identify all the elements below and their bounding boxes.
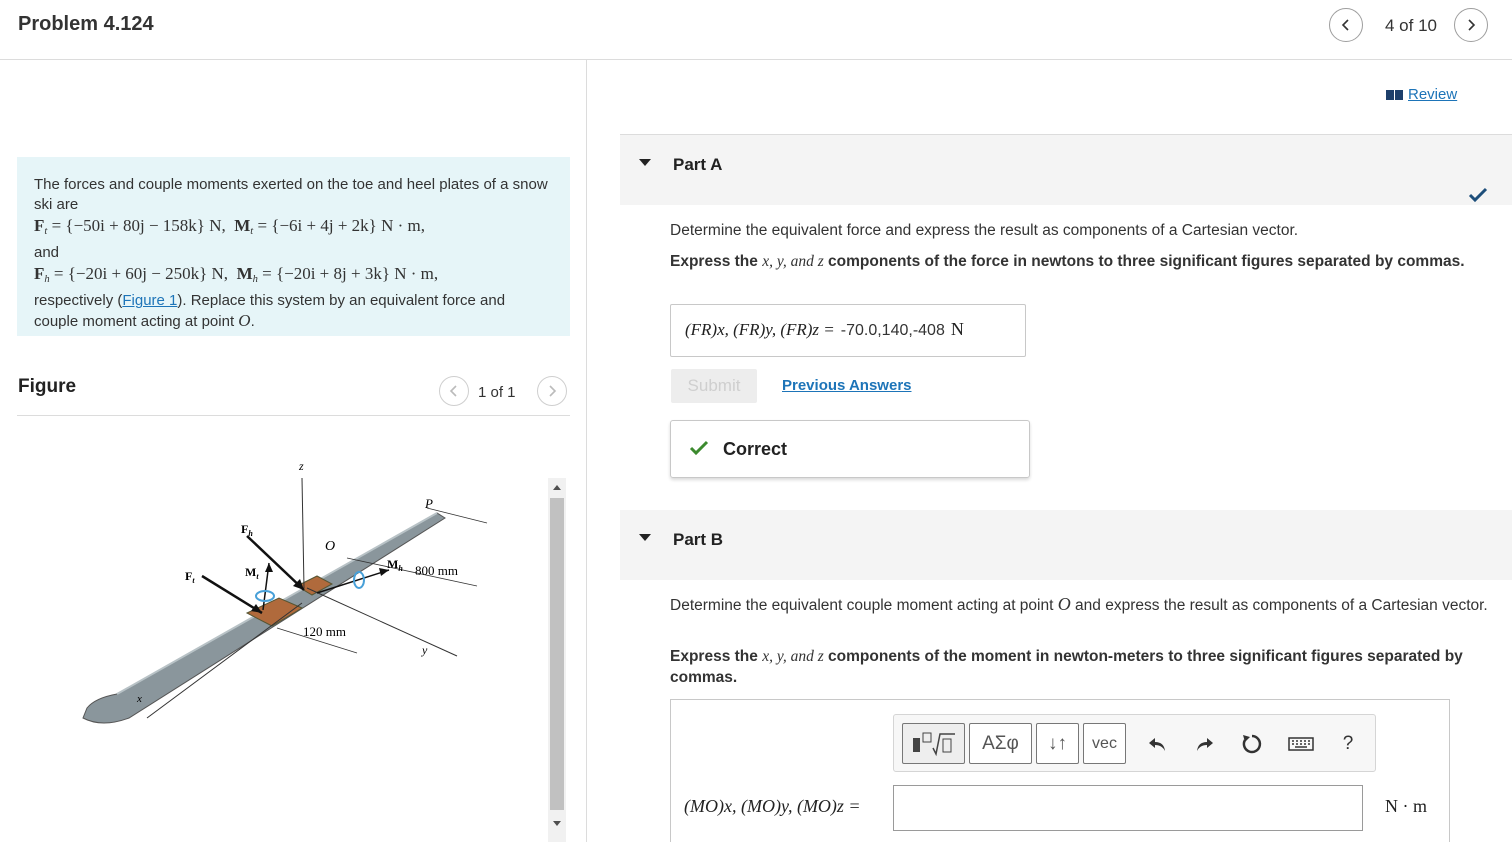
part-a-answer-value: -70.0,140,-408 [840,322,945,339]
point-o: O [238,311,251,331]
problem-statement-column [0,60,586,842]
label-x: x [137,693,142,705]
scroll-thumb[interactable] [550,498,564,810]
mh-symbol: M [236,264,253,284]
part-b-header[interactable] [620,510,1512,580]
figure-1-link[interactable]: Figure 1 [122,292,178,310]
period: . [250,313,255,331]
label-y: y [422,643,428,657]
label-800mm: 800 mm [415,563,458,578]
book-icon [1386,89,1404,101]
figure-previous-button[interactable] [439,376,469,406]
ft-sub: t [44,226,48,238]
keyboard-icon[interactable] [1287,732,1315,756]
respectively-pre: respectively ( [34,292,123,310]
vector-button[interactable]: vec [1083,723,1126,764]
figure-divider [17,415,570,416]
problem-counter: 4 of 10 [1385,16,1437,35]
mt-symbol: M [234,216,251,235]
part-a-format-instruction: Express the x, y, and z components of the force in newtons to three significant figures separated by commas. [670,253,1465,270]
part-b-title: Part B [673,530,724,549]
review-label: Review [1408,86,1458,103]
greek-symbols-button[interactable]: ΑΣφ [969,723,1032,764]
review-link[interactable] [1386,86,1457,103]
label-o: O [325,539,336,554]
intro-and: and [34,244,60,262]
chevron-right-icon [1464,18,1478,32]
reset-icon[interactable] [1240,732,1264,756]
intro-respectively [34,291,553,332]
ft-symbol: F [34,216,45,235]
templates-icon [909,730,959,758]
fh-value: = {−20i + 60j − 250k} N, [49,264,229,284]
mh-sub: h [252,274,258,286]
caret-down-icon [639,534,651,541]
label-p: P [425,496,433,511]
fh-symbol: F [34,264,45,284]
figure-next-button[interactable] [537,376,567,406]
chevron-right-icon [545,384,559,398]
part-a-title: Part A [673,155,723,174]
part-b-format-instruction: Express the x, y, and z components of the moment in newton-meters to three significant figures separated by commas. [670,648,1463,686]
figure-counter: 1 of 1 [478,384,516,401]
correct-label: Correct [723,439,788,459]
submit-button[interactable]: Submit [671,369,757,403]
undo-icon[interactable] [1145,732,1169,756]
label-z: z [299,459,304,473]
help-icon[interactable]: ? [1342,733,1354,754]
ski-figure [17,418,547,782]
label-mt: $M_t$ [245,565,259,581]
part-a-answer-label: (FR)x, (FR)y, (FR)z = [685,320,835,339]
figure-scrollbar[interactable] [548,478,566,842]
chevron-left-icon [1339,18,1353,32]
templates-button[interactable] [902,723,965,764]
math-toolbar [893,714,1376,772]
column-divider [586,60,587,842]
mh-value: = {−20i + 8j + 3k} N · m, [257,264,439,284]
redo-icon[interactable] [1193,732,1217,756]
fh-sub: h [44,274,50,286]
figure-heading: Figure [18,376,77,397]
part-b-answer-box [670,699,1450,842]
next-problem-button[interactable] [1454,8,1488,42]
part-b-answer-input[interactable] [893,785,1363,831]
scroll-up-arrow[interactable] [553,485,561,490]
mt-sub: t [250,226,254,238]
problem-title: Problem 4.124 [18,13,154,35]
check-icon [689,440,709,456]
scroll-down-arrow[interactable] [553,821,561,826]
part-b-answer-unit: N · m [1385,796,1427,816]
correct-feedback [670,420,1030,478]
mt-value: = {−6i + 4j + 2k} N · m, [253,216,425,235]
intro-toe-equations [34,215,553,243]
part-b-answer-label: (MO)x, (MO)y, (MO)z = [684,796,861,816]
ski-diagram [17,418,547,782]
intro-line1: The forces and couple moments exerted on the toe and heel plates of a snow ski are [34,176,548,213]
check-icon [1468,187,1488,203]
problem-intro [17,157,570,336]
label-120mm: 120 mm [303,624,346,639]
part-a-instruction: Determine the equivalent force and express the result as components of a Cartesian vector. [670,222,1299,239]
label-ft: $F_t$ [185,569,195,585]
chevron-left-icon [447,384,461,398]
part-a-header[interactable] [620,135,1512,205]
previous-problem-button[interactable] [1329,8,1363,42]
part-b-instruction: Determine the equivalent couple moment acting at point O and express the result as components of a Cartesian vector. [670,594,1488,614]
intro-heel-equations [34,263,553,291]
respectively-post: ). Replace this system by an equivalent force and couple moment acting at point [34,292,506,331]
part-a-answer-box [670,304,1026,357]
label-fh: $F_h$ [241,522,253,538]
caret-down-icon [639,159,651,166]
problem-header [0,0,1512,60]
ft-value: = {−50i + 80j − 158k} N, [47,216,226,235]
label-mh: $M_h$ [387,557,403,573]
previous-answers-link[interactable]: Previous Answers [782,377,912,394]
part-a-answer-unit: N [950,319,964,339]
arrows-button[interactable]: ↓↑ [1036,723,1079,764]
